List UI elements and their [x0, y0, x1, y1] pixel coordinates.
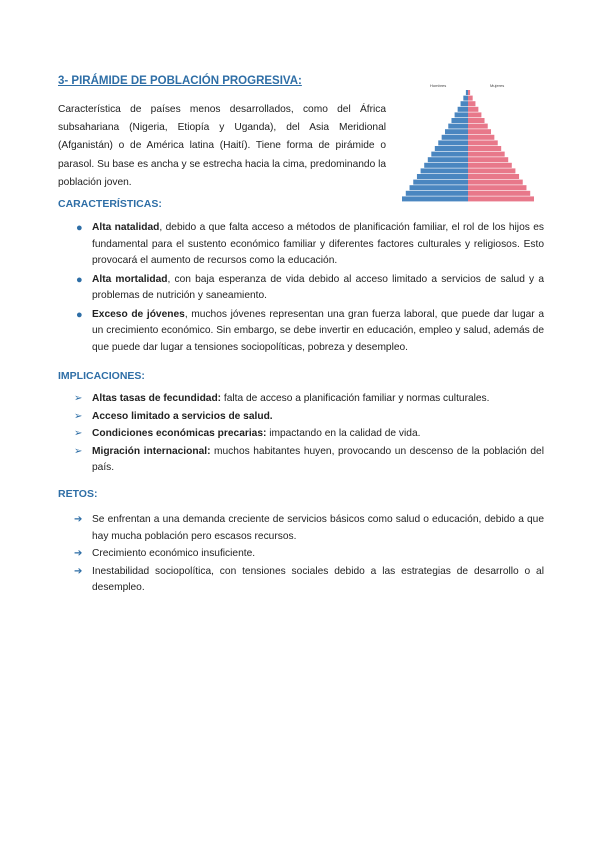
male-bar — [448, 124, 468, 129]
male-bar — [451, 118, 468, 123]
female-bar — [468, 168, 515, 173]
arrow-icon: ➢ — [74, 410, 83, 422]
female-bar — [468, 118, 485, 123]
female-bar — [468, 90, 470, 95]
arrow-icon: ➔ — [74, 514, 83, 525]
item-text: Crecimiento económico insuficiente. — [92, 548, 256, 559]
female-bar — [468, 174, 519, 179]
retos-list — [58, 512, 544, 598]
implicaciones-item — [58, 444, 544, 477]
male-bar — [458, 107, 468, 112]
implicaciones-heading: IMPLICACIONES: — [58, 370, 145, 382]
female-bar — [468, 135, 494, 140]
male-bar — [410, 185, 468, 190]
female-bar — [468, 196, 534, 201]
female-bar — [468, 163, 512, 168]
caracteristicas-item — [58, 220, 544, 270]
male-bar — [406, 191, 468, 196]
female-bar — [468, 157, 508, 162]
male-bar — [435, 146, 468, 151]
pyramid-right-label: Mujeres — [490, 83, 505, 88]
item-bold-text: Alta mortalidad — [92, 273, 168, 285]
female-bar — [468, 101, 475, 106]
male-bar — [463, 96, 468, 101]
female-bar — [468, 152, 505, 157]
male-bar — [438, 140, 468, 145]
item-text: Inestabilidad sociopolítica, con tensiones sociales debido a las estrategias de desarrollo o al desempleo. — [92, 565, 544, 593]
implicaciones-item — [58, 426, 544, 443]
item-text: , debido a que falta acceso a métodos de planificación familiar, el rol de los hijos es fundamental para el sustento económico familiar y diferentes factores culturales y religiosos. Esto provocará el aumento de recursos como la educación. — [92, 222, 544, 266]
retos-item — [58, 546, 544, 563]
male-bar — [466, 90, 468, 95]
retos-heading: RETOS: — [58, 488, 98, 500]
arrow-icon: ➢ — [74, 393, 83, 404]
item-text: impactando en la calidad de vida. — [266, 428, 421, 439]
implicaciones-list — [58, 391, 544, 478]
female-bar — [468, 180, 523, 185]
arrow-icon: ➔ — [74, 565, 83, 577]
caracteristicas-item — [58, 272, 544, 305]
item-bold-text: Exceso de jóvenes — [92, 308, 185, 320]
male-bar — [428, 157, 468, 162]
male-bar — [424, 163, 468, 168]
item-text: Se enfrentan a una demanda creciente de servicios básicos como salud o educación, debido a que hay mucha población pero escasos recursos. — [92, 514, 544, 542]
item-text: falta de acceso a planificación familiar y normas culturales. — [221, 393, 490, 404]
male-bar — [445, 129, 468, 134]
male-bar — [431, 152, 468, 157]
male-bar — [421, 168, 468, 173]
caracteristicas-heading: CARACTERÍSTICAS: — [58, 198, 162, 210]
male-bar — [442, 135, 468, 140]
arrow-icon: ➢ — [74, 445, 83, 457]
population-pyramid-image — [392, 80, 544, 210]
female-bar — [468, 129, 491, 134]
retos-item — [58, 564, 544, 597]
pyramid-left-label: Hombres — [430, 83, 447, 88]
bullet-icon: ● — [76, 222, 83, 234]
item-bold-text: Acceso limitado a servicios de salud. — [92, 410, 273, 422]
arrow-icon: ➔ — [74, 548, 83, 559]
pyramid-bars — [402, 90, 534, 201]
item-text: muchos habitantes huyen, provocando un descenso de la población del país. — [92, 445, 544, 473]
implicaciones-item — [58, 409, 544, 426]
caracteristicas-list — [58, 220, 544, 358]
male-bar — [402, 196, 468, 201]
item-bold-text: Altas tasas de fecundidad: — [92, 393, 222, 404]
item-text: , con baja esperanza de vida debido al acceso limitado a servicios de salud y a problemas de nutrición y saneamiento. — [92, 273, 544, 301]
item-bold-text: Alta natalidad — [92, 222, 160, 233]
female-bar — [468, 146, 501, 151]
bullet-icon: ● — [76, 273, 83, 286]
intro-paragraph: Característica de países menos desarrollados, como del África subsahariana (Nigeria, Etiopía y Uganda), del Asia Meridional (Afganistán) o de América latina (Haití). Tiene forma de pirámide o parasol. Su base es ancha y se estrecha hacia la cima, predominando la población joven. — [58, 104, 386, 188]
female-bar — [468, 112, 481, 117]
section-title: 3- PIRÁMIDE DE POBLACIÓN PROGRESIVA: — [58, 75, 302, 87]
female-bar — [468, 140, 498, 145]
female-bar — [468, 124, 488, 129]
male-bar — [461, 101, 468, 106]
female-bar — [468, 185, 526, 190]
female-bar — [468, 96, 473, 101]
item-bold-text: Condiciones económicas precarias: — [92, 428, 267, 439]
item-bold-text: Migración internacional: — [92, 445, 211, 457]
male-bar — [417, 174, 468, 179]
item-text: , muchos jóvenes representan una gran fuerza laboral, que puede dar lugar a un crecimiento económico. Sin embargo, se debe invertir en educación, empleo y salud, además de que puede dar lugar a tensiones sociopolíticas, pobreza y desempleo. — [92, 308, 545, 353]
female-bar — [468, 191, 530, 196]
retos-item — [58, 512, 544, 545]
arrow-icon: ➢ — [74, 428, 83, 439]
implicaciones-item — [58, 391, 544, 408]
caracteristicas-item — [58, 307, 544, 357]
male-bar — [455, 112, 468, 117]
bullet-icon: ● — [76, 308, 83, 321]
female-bar — [468, 107, 478, 112]
male-bar — [413, 180, 468, 185]
